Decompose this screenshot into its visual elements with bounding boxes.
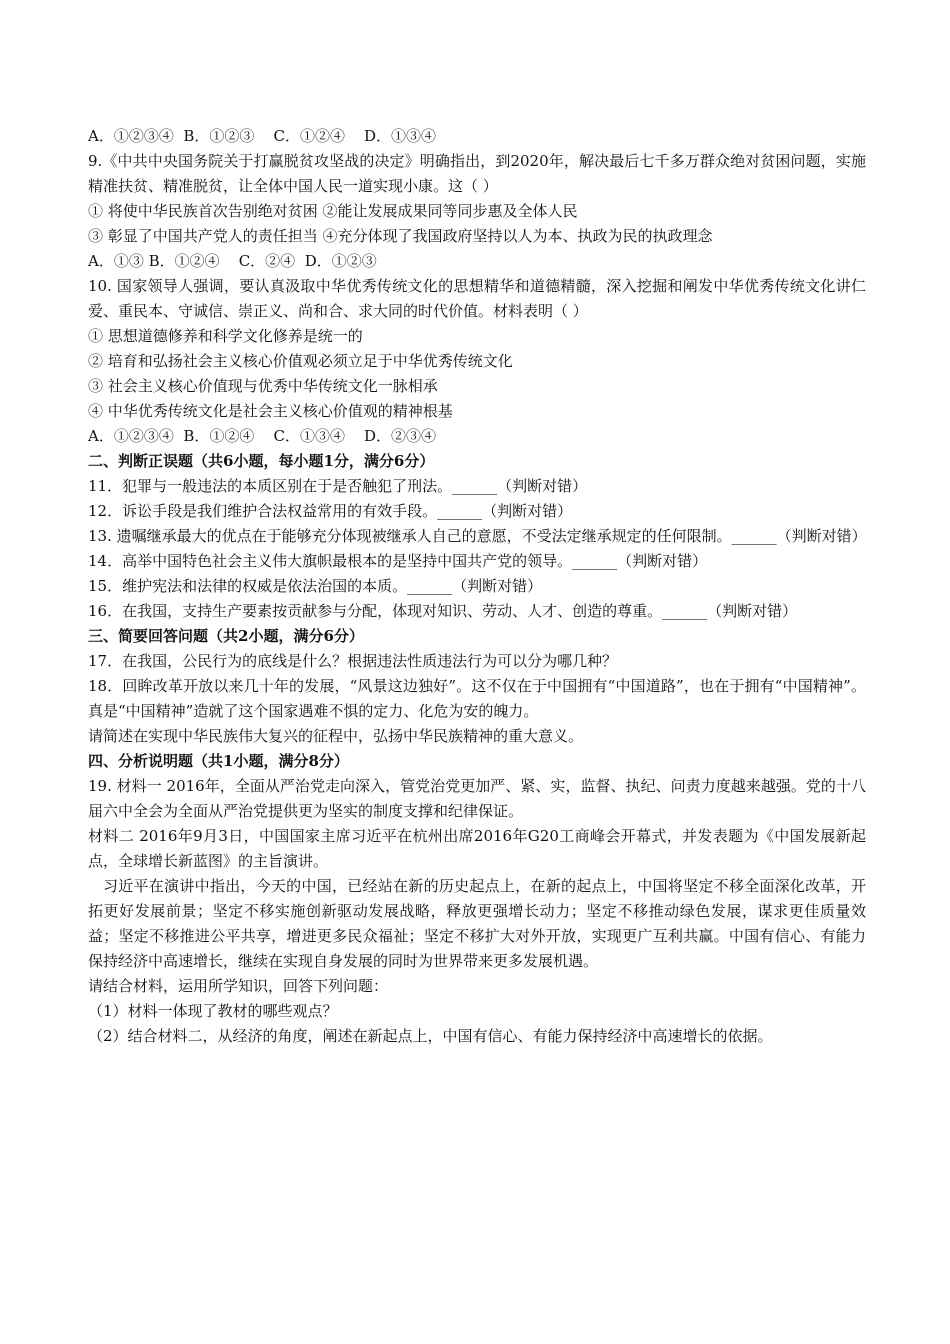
q19-material1: 19. 材料一 2016年，全面从严治党走向深入，管党治党更加严、紧、实，监督、执纪、问责力度越来越强。党的十八届六中全会为全面从严治党提供更为坚实的制度支撑和纪律保证。: [88, 777, 866, 820]
q9-options: A．①③ B．①②④ C．②④ D．①②③: [88, 252, 377, 270]
q11: 11．犯罪与一般违法的本质区别在于是否触犯了刑法。______（判断对错）: [88, 477, 588, 495]
q19-speech: 习近平在演讲中指出，今天的中国，已经站在新的历史起点上，在新的起点上，中国将坚定不移全面深化改革，开拓更好发展前景；坚定不移实施创新驱动发展战略，释放更强增长动力；坚定不移推动绿色发展，谋求更佳质量效益；坚定不移推进公平共享，增进更多民众福祉；坚定不移扩大对外开放，实现更广互利共赢。中国有信心、有能力保持经济中高速增长，继续在实现自身发展的同时为世界带来更多发展机遇。: [88, 877, 866, 970]
q17: 17．在我国，公民行为的底线是什么？根据违法性质违法行为可以分为哪几种？: [88, 652, 618, 670]
q18-prompt: 请简述在实现中华民族伟大复兴的征程中，弘扬中华民族精神的重大意义。: [88, 727, 584, 745]
q9-stem: 9.《中共中央国务院关于打赢脱贫攻坚战的决定》明确指出，到2020年，解决最后七千多万群众绝对贫困问题，实施精准扶贫、精准脱贫，让全体中国人民一道实现小康。这（ ）: [88, 152, 866, 195]
q18: 18．回眸改革开放以来几十年的发展，“风景这边独好”。这不仅在于中国拥有“中国道路”，也在于拥有“中国精神”。真是“中国精神”造就了这个国家遇难不惧的定力、化危为安的魄力。: [88, 677, 866, 720]
section2-heading: 二、判断正误题（共6小题，每小题1分，满分6分）: [88, 452, 435, 470]
q8-options: A．①②③④ B．①②③ C．①②④ D．①③④: [88, 127, 437, 145]
section3-heading: 三、简要回答问题（共2小题，满分6分）: [88, 627, 364, 645]
q19-prompt: 请结合材料，运用所学知识，回答下列问题：: [88, 977, 389, 995]
section4-heading: 四、分析说明题（共1小题，满分8分）: [88, 752, 349, 770]
q10-item-1: ① 思想道德修养和科学文化修养是统一的: [88, 327, 363, 345]
q9-item-1-2: ① 将使中华民族首次告别绝对贫困 ②能让发展成果同等同步惠及全体人民: [88, 202, 578, 220]
q13: 13. 遗嘱继承最大的优点在于能够充分体现被继承人自己的意愿，不受法定继承规定的任何限制。______（判断对错）: [88, 527, 867, 545]
q14: 14．高举中国特色社会主义伟大旗帜最根本的是坚持中国共产党的领导。______（判断对错）: [88, 552, 708, 570]
q10-item-2: ② 培育和弘扬社会主义核心价值观必须立足于中华优秀传统文化: [88, 352, 513, 370]
q10-item-4: ④ 中华优秀传统文化是社会主义核心价值观的精神根基: [88, 402, 453, 420]
q15: 15．维护宪法和法律的权威是依法治国的本质。______（判断对错）: [88, 577, 543, 595]
q19-sub2: （2）结合材料二，从经济的角度，阐述在新起点上，中国有信心、有能力保持经济中高速增长的依据。: [88, 1027, 773, 1045]
q10-options: A．①②③④ B．①②④ C．①③④ D．②③④: [88, 427, 437, 445]
q10-item-3: ③ 社会主义核心价值现与优秀中华传统文化一脉相承: [88, 377, 438, 395]
exam-page: [88, 124, 866, 1049]
q10-stem: 10. 国家领导人强调，要认真汲取中华优秀传统文化的思想精华和道德精髓，深入挖掘和阐发中华优秀传统文化讲仁爱、重民本、守诚信、崇正义、尚和合、求大同的时代价值。材料表明（ ）: [88, 277, 866, 320]
q19-sub1: （1）材料一体现了教材的哪些观点？: [88, 1002, 338, 1020]
q19-material2: 材料二 2016年9月3日，中国国家主席习近平在杭州出席2016年G20工商峰会开幕式，并发表题为《中国发展新起点，全球增长新蓝图》的主旨演讲。: [88, 827, 866, 870]
q12: 12．诉讼手段是我们维护合法权益常用的有效手段。______（判断对错）: [88, 502, 573, 520]
q9-item-3-4: ③ 彰显了中国共产党人的责任担当 ④充分体现了我国政府坚持以人为本、执政为民的执政理念: [88, 227, 713, 245]
q16: 16．在我国，支持生产要素按贡献参与分配，体现对知识、劳动、人才、创造的尊重。______（判断对错）: [88, 602, 798, 620]
